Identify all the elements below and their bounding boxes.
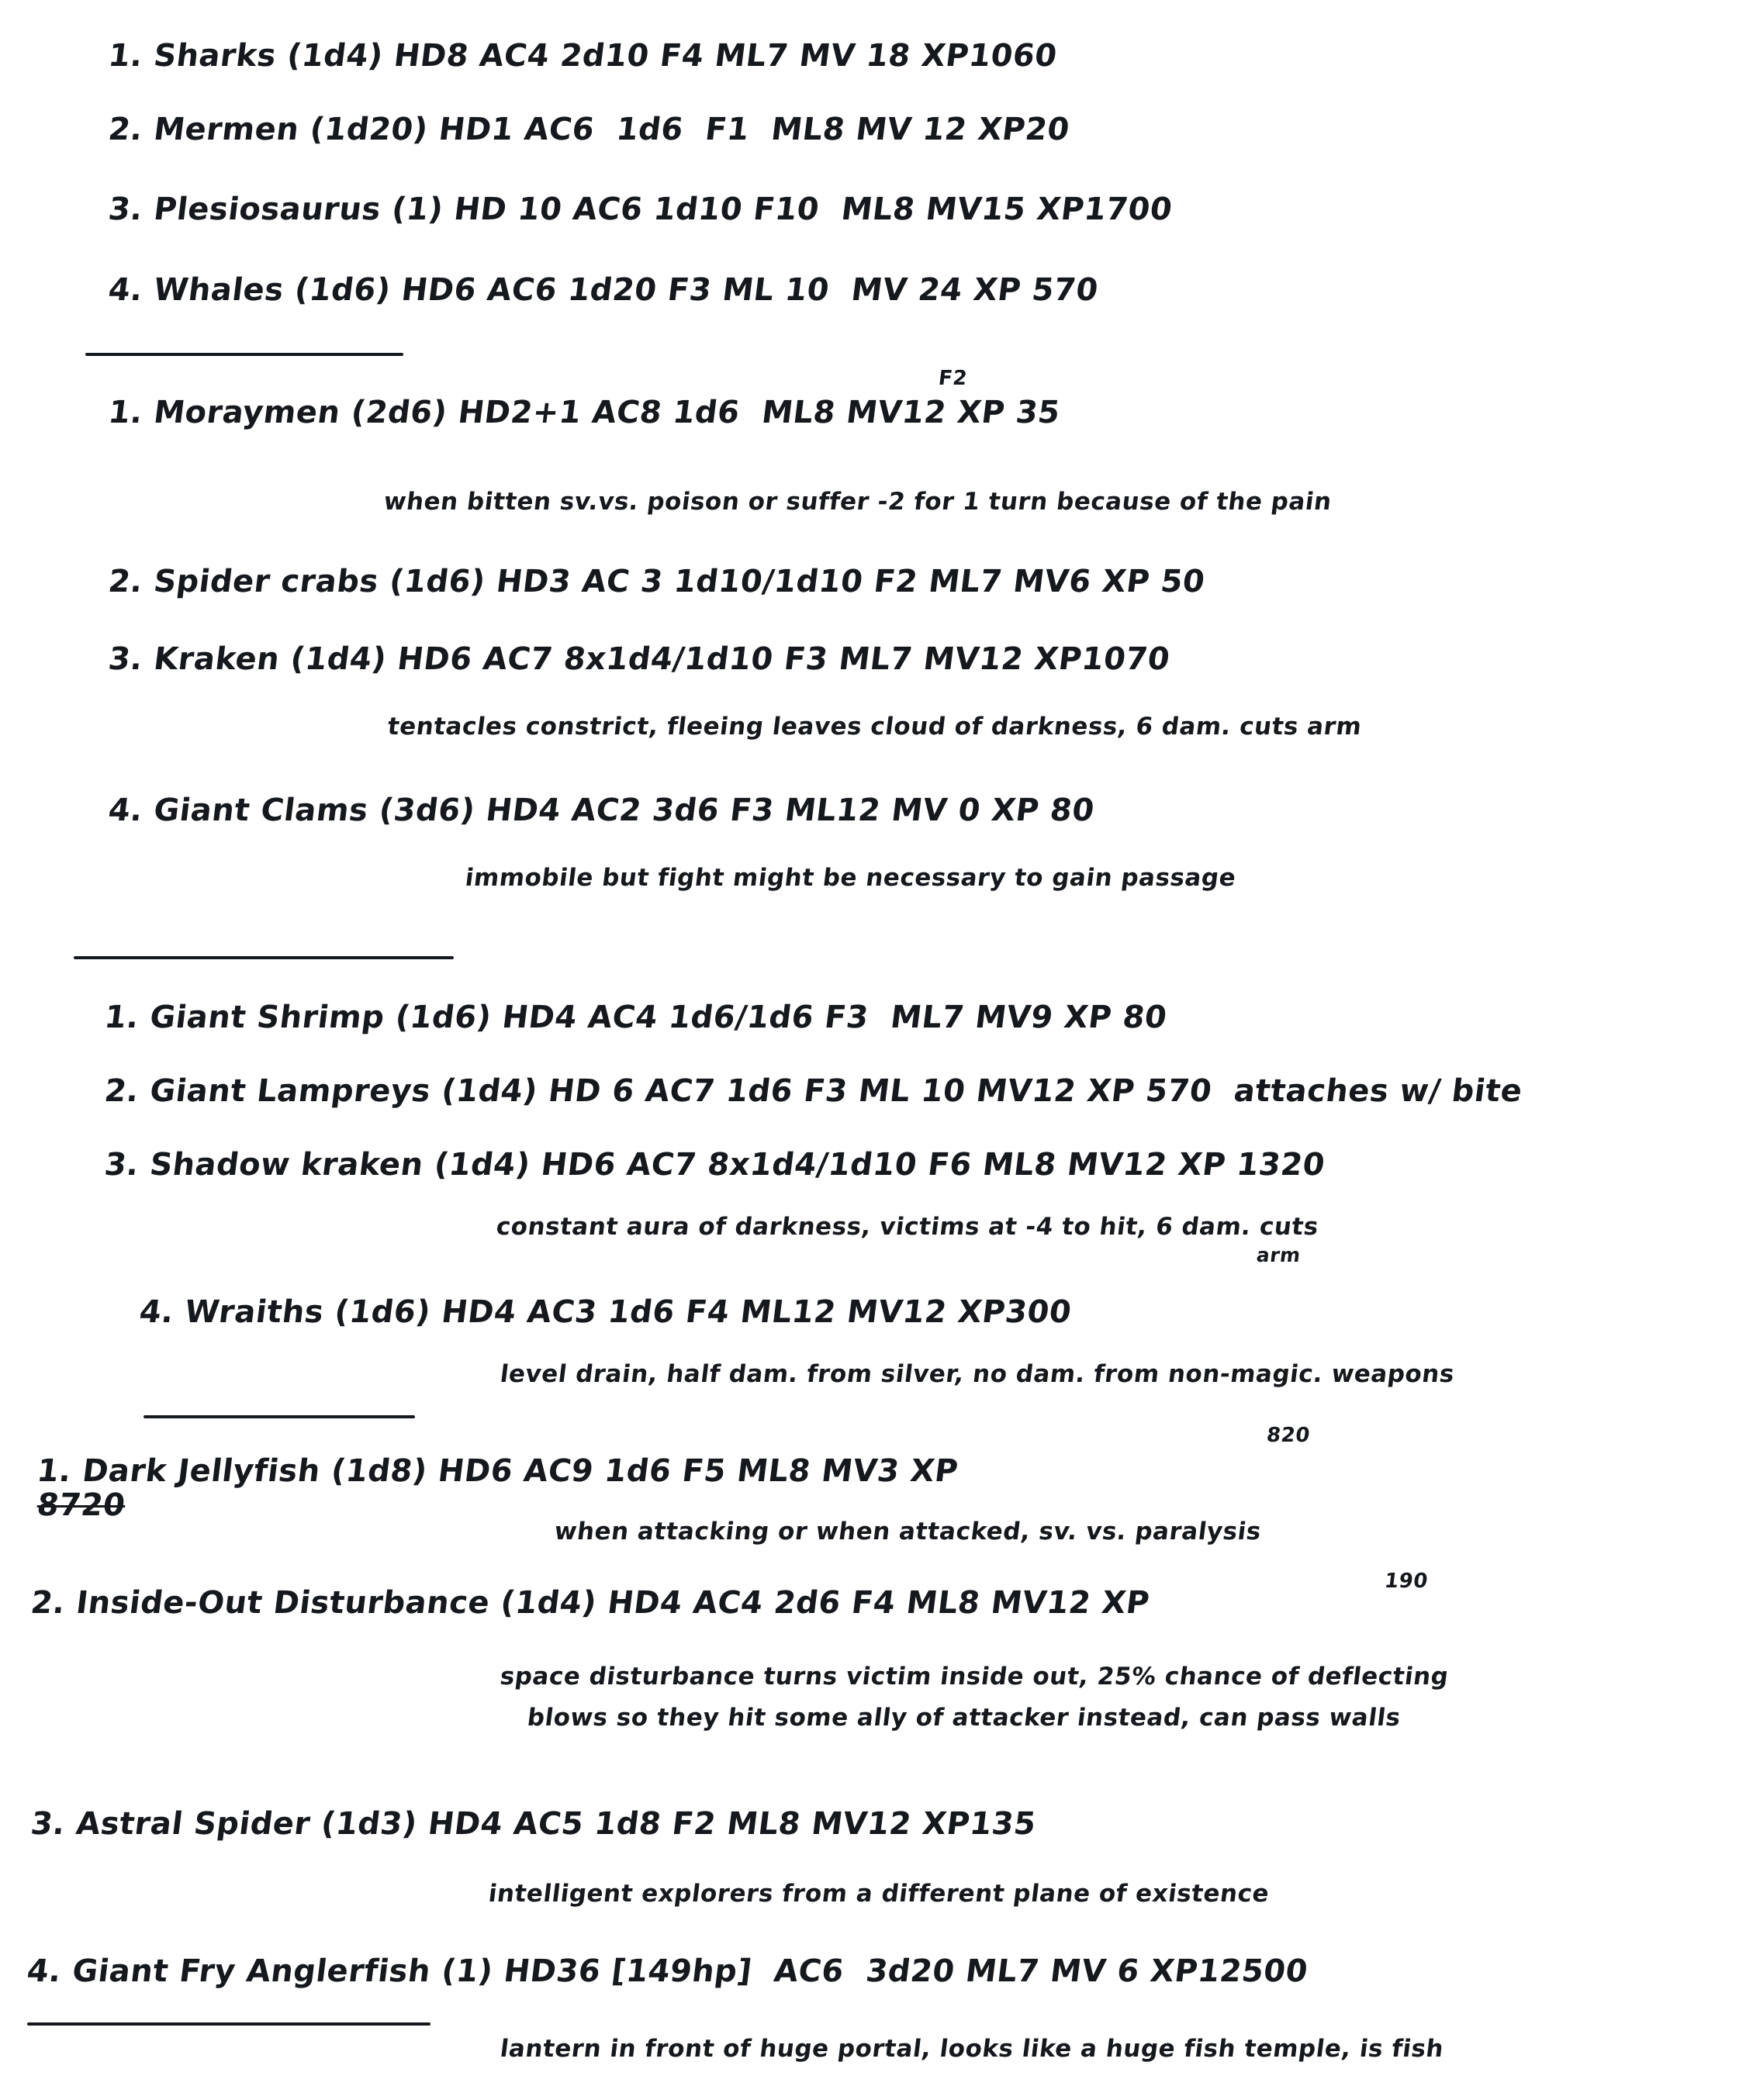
entry-line-kraken: 3. Kraken (1d4) HD6 AC7 8x1d4/1d10 F3 ML7 MV12 XP1070	[106, 641, 1172, 677]
entry-line-giant-shrimp: 1. Giant Shrimp (1d6) HD4 AC4 1d6/1d6 F3 ML7 MV9 XP 80	[102, 1000, 1170, 1035]
moraymen-superscript-class: F2	[937, 367, 969, 390]
note-inside-out-1: space disturbance turns victim inside out, 25% chance of deflecting	[498, 1663, 1450, 1691]
dark-jellyfish-xp-correction: 820	[1265, 1424, 1312, 1447]
divider-1	[85, 353, 403, 356]
note-moraymen-poison: when bitten sv.vs. poison or suffer -2 for 1 turn because of the pain	[382, 488, 1333, 516]
entry-line-dark-jellyfish: 1. Dark Jellyfish (1d8) HD6 AC9 1d6 F5 ML8 MV3 XP 8720 820	[35, 1424, 1312, 1523]
entry-line-sharks: 1. Sharks (1d4) HD8 AC4 2d10 F4 ML7 MV 18 XP1060	[106, 38, 1060, 74]
entry-line-moraymen: 1. Moraymen (2d6) HD2+1 AC8 1d6 ML8 MV12 XP 35 F2	[106, 367, 1063, 430]
note-shadow-kraken-aura: constant aura of darkness, victims at -4 to hit, 6 dam. cuts	[494, 1213, 1320, 1241]
entry-line-inside-out-disturbance: 2. Inside-Out Disturbance (1d4) HD4 AC4 2d6 F4 ML8 MV12 XP 190	[29, 1570, 1430, 1621]
inside-out-xp-superscript: 190	[1383, 1570, 1430, 1593]
divider-2	[74, 956, 454, 959]
divider-3	[143, 1415, 415, 1418]
entry-line-plesiosaurus: 3. Plesiosaurus (1) HD 10 AC6 1d10 F10 ML8 MV15 XP1700	[106, 192, 1175, 227]
note-giant-fry-anglerfish: lantern in front of huge portal, looks like a huge fish temple, is fish	[498, 2035, 1446, 2063]
entry-line-wraiths: 4. Wraiths (1d6) HD4 AC3 1d6 F4 ML12 MV12 XP300	[137, 1294, 1074, 1330]
entry-line-mermen: 2. Mermen (1d20) HD1 AC6 1d6 F1 ML8 MV 12 XP20	[106, 112, 1072, 147]
note-kraken-tentacles: tentacles constrict, fleeing leaves cloud of darkness, 6 dam. cuts arm	[386, 713, 1364, 741]
entry-line-whales: 4. Whales (1d6) HD6 AC6 1d20 F3 ML 10 MV 24 XP 570	[106, 272, 1101, 308]
note-astral-spider: intelligent explorers from a different plane of existence	[486, 1880, 1271, 1908]
note-wraiths-level-drain: level drain, half dam. from silver, no dam. from non-magic. weapons	[498, 1360, 1457, 1388]
divider-4	[27, 2022, 430, 2026]
entry-line-giant-fry-anglerfish: 4. Giant Fry Anglerfish (1) HD36 [149hp] AC6 3d20 ML7 MV 6 XP12500	[25, 1953, 1310, 1989]
note-giant-clams-immobile: immobile but fight might be necessary to gain passage	[463, 864, 1238, 892]
note-dark-jellyfish-paralysis: when attacking or when attacked, sv. vs. paralysis	[552, 1518, 1263, 1546]
note-shadow-kraken-arm: arm	[1255, 1244, 1302, 1266]
entry-line-spider-crabs: 2. Spider crabs (1d6) HD3 AC 3 1d10/1d10 F2 ML7 MV6 XP 50	[106, 564, 1208, 599]
entry-line-giant-lampreys: 2. Giant Lampreys (1d4) HD 6 AC7 1d6 F3 ML 10 MV12 XP 570 attaches w/ bite	[102, 1073, 1525, 1109]
note-inside-out-2: blows so they hit some ally of attacker instead, can pass walls	[525, 1704, 1402, 1732]
entry-line-shadow-kraken: 3. Shadow kraken (1d4) HD6 AC7 8x1d4/1d10 F6 ML8 MV12 XP 1320	[102, 1147, 1327, 1183]
entry-line-astral-spider: 3. Astral Spider (1d3) HD4 AC5 1d8 F2 ML8 MV12 XP135	[29, 1806, 1039, 1842]
entry-line-giant-clams: 4. Giant Clams (3d6) HD4 AC2 3d6 F3 ML12 MV 0 XP 80	[106, 793, 1097, 828]
